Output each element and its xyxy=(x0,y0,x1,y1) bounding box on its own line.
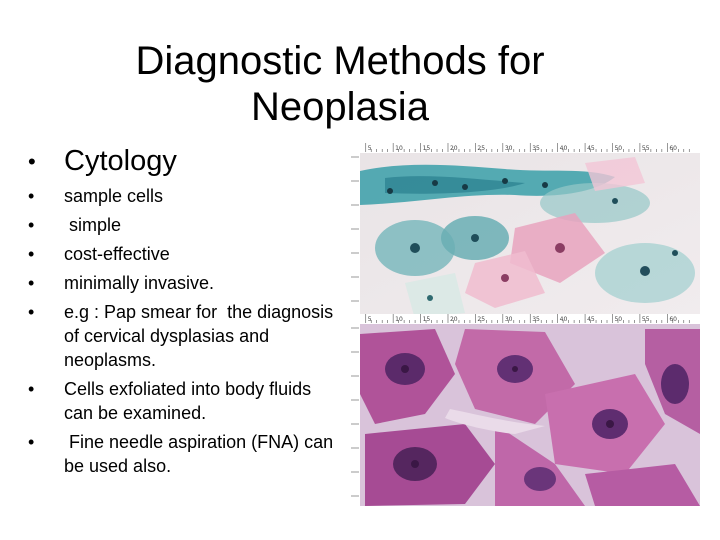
bullet-icon: • xyxy=(28,148,36,174)
ruler-label: 55 xyxy=(641,316,650,323)
list-item xyxy=(28,377,338,425)
ruler-label: 60 xyxy=(669,316,677,323)
list-item xyxy=(28,242,338,266)
ruler-label: 35 xyxy=(532,145,540,152)
bullet-text: e.g : Pap smear for the diagnosis of cervical dysplasias and neoplasms. xyxy=(64,302,339,370)
ruler-label: 25 xyxy=(477,316,486,323)
ruler-label: 60 xyxy=(669,145,677,152)
ruler-label: 40 xyxy=(559,145,568,152)
ruler-label: 25 xyxy=(477,145,486,152)
list-item xyxy=(28,184,338,208)
bullet-icon: • xyxy=(28,186,35,206)
list-item xyxy=(28,271,338,295)
list-item xyxy=(28,213,338,237)
ruler-label: 15 xyxy=(422,145,431,152)
ruler-label: 10 xyxy=(395,145,403,152)
bullet-text: Cells exfoliated into body fluids can be examined. xyxy=(64,379,317,423)
pap-smear-micrograph xyxy=(345,143,700,321)
bullet-text: simple xyxy=(64,215,122,235)
ruler-label: 30 xyxy=(504,145,513,152)
ruler-label: 15 xyxy=(422,316,431,323)
ruler-label: 5 xyxy=(367,316,372,323)
ruler-label: 35 xyxy=(532,316,540,323)
bullet-icon: • xyxy=(28,379,35,399)
bullet-icon: • xyxy=(28,432,35,452)
ruler-label: 5 xyxy=(367,145,372,152)
bullet-text: sample cells xyxy=(64,186,164,206)
ruler-label: 30 xyxy=(504,316,513,323)
list-item xyxy=(28,430,338,478)
ruler-label: 20 xyxy=(449,145,458,152)
ruler-label: 45 xyxy=(587,145,595,152)
ruler-label: 50 xyxy=(614,145,623,152)
ruler-label: 40 xyxy=(559,316,568,323)
ruler-label: 55 xyxy=(641,145,650,152)
ruler-label: 50 xyxy=(614,316,623,323)
cytology-heading xyxy=(28,145,177,178)
title-line-1: Diagnostic Methods for xyxy=(135,39,545,83)
bullet-icon: • xyxy=(28,273,35,293)
cytology-cells-image xyxy=(345,314,700,506)
ruler-label: 45 xyxy=(587,316,595,323)
bullet-text: cost-effective xyxy=(64,244,170,264)
bullet-icon: • xyxy=(28,244,35,264)
slide-title xyxy=(60,38,620,130)
list-item xyxy=(28,300,338,372)
bullet-text: minimally invasive. xyxy=(64,273,215,293)
ruler-label: 20 xyxy=(449,316,458,323)
cells-micrograph xyxy=(345,314,700,506)
heading-text: Cytology xyxy=(64,145,177,177)
bullet-text: Fine needle aspiration (FNA) can be used also. xyxy=(64,432,339,476)
ruler-label: 10 xyxy=(395,316,403,323)
bullet-icon: • xyxy=(28,215,35,235)
bullet-icon: • xyxy=(28,302,35,322)
pap-smear-image xyxy=(345,143,700,321)
title-line-2: Neoplasia xyxy=(251,85,429,129)
bullet-list xyxy=(28,184,338,483)
